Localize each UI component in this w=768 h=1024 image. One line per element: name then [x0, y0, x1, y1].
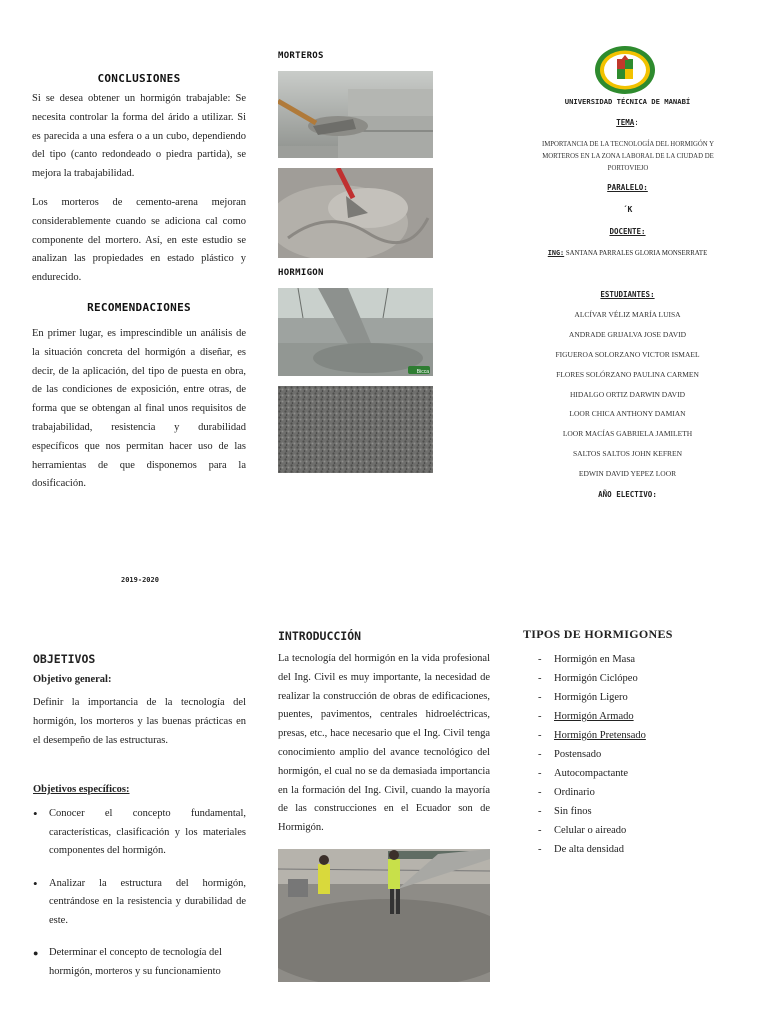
- tema-label: TEMA: [616, 118, 635, 127]
- objetivos-especificos-label: Objetivos específicos:: [33, 784, 130, 795]
- objetivo-general-label: Objetivo general:: [33, 674, 112, 685]
- objetivo-especifico-item: • Conocer el concepto fundamental, características, clasificación y los materiales componentes del hormigón.: [33, 805, 246, 861]
- objetivo-especifico-item: ● Determinar el concepto de tecnología del hormigón, morteros y su funcionamiento: [33, 944, 246, 981]
- concrete-pouring-photo: [278, 288, 433, 376]
- tema-colon: :: [634, 118, 639, 127]
- conclusiones-title: CONCLUSIONES: [97, 72, 181, 85]
- introduccion-title: INTRODUCCIÓN: [278, 629, 362, 643]
- tipo-item: - Autocompactante: [536, 764, 726, 783]
- objetivo-general-text: Definir la importancia de la tecnología del hormigón, los morteros y las buenas prácticas en el desempeño de las estructuras.: [33, 697, 246, 746]
- docente-label: DOCENTE:: [609, 227, 646, 236]
- tipo-item: - Sin finos: [536, 802, 726, 821]
- tema-line: [520, 118, 735, 127]
- tipo-item: - Postensado: [536, 745, 726, 764]
- student-name: EDWIN DAVID YEPEZ LOOR: [578, 469, 677, 479]
- tipo-item[interactable]: - Hormigón Armado: [536, 707, 726, 726]
- tipo-item: - De alta densidad: [536, 840, 726, 859]
- objetivos-title: OBJETIVOS: [33, 652, 96, 666]
- conclusiones-paragraph-1: Si se desea obtener un hormigón trabajable: Se necesita controlar la forma del árido a utilizar. Si es parecida a una esfera o a un cubo, dependiendo del tipo (canto redondeado o piedra partida), se mejora la trabajabilidad.: [32, 93, 246, 180]
- objetivo-especifico-item: • Analizar la estructura del hormigón, centrándose en la resistencia y durabilidad de este.: [33, 875, 246, 931]
- ing-label: ING:: [547, 249, 565, 257]
- photo-watermark: Bicca: [416, 369, 429, 375]
- students-list: [520, 309, 735, 488]
- objetivos-especificos-list: [33, 805, 246, 995]
- workers-spreading-concrete-photo: [278, 849, 490, 982]
- paralelo-label: PARALELO:: [607, 183, 648, 192]
- morteros-label: MORTEROS: [278, 51, 324, 61]
- docente-line: [510, 249, 745, 257]
- student-name: LOOR MACÍAS GABRIELA JAMILETH: [562, 429, 693, 439]
- student-name: FIGUEROA SOLORZANO VICTOR ISMAEL: [555, 349, 700, 359]
- year-label: 2019-2020: [121, 576, 159, 584]
- student-name: HIDALGO ORTIZ DARWIN DAVID: [569, 389, 686, 399]
- recomendaciones-paragraph: En primer lugar, es imprescindible un análisis de la situación concreta del hormigón a diseñar, es decir, de la aplicación, del tipo de puesta en obra, de las condiciones de exposición, entre otras, de forma que se obtengan al final unos requisitos de trabajabilidad, resistencia y durabilidad específicos que nos permitan hacer uso de las herramientas de que disponemos para la dosificación.: [32, 328, 246, 490]
- conclusiones-paragraph-2: Los morteros de cemento-arena mejoran considerablemente cuando se adiciona cal como componente del mortero. Así, en este estudio se analizan las propiedades en estado plástico y endurecido.: [32, 197, 246, 284]
- anio-electivo-label: AÑO ELECTIVO:: [598, 490, 657, 499]
- tipo-item: - Celular o aireado: [536, 821, 726, 840]
- mortar-trowel-photo: [278, 71, 433, 158]
- student-name: ALCÍVAR VÉLIZ MARÍA LUISA: [574, 310, 681, 319]
- tipo-item: - Hormigón Ligero: [536, 688, 726, 707]
- tipo-item[interactable]: - Hormigón Pretensado: [536, 726, 726, 745]
- hormigon-label: HORMIGON: [278, 268, 324, 278]
- tipos-title: TIPOS DE HORMIGONES: [523, 627, 673, 641]
- introduccion-text: La tecnología del hormigón en la vida profesional del Ing. Civil es muy importante, la necesidad de realizar la construcción de obras de edificaciones, puentes, pavimentos, centrales hidroeléctricas, presas, etc., hace necesario que el Ing. Civil tenga conocimiento amplio del avance tecnológico del hormigón, el cual no se da demasiada importancia en la formación del Ing. Civil, cuando la mayoría de las construcciones en el Ecuador son de Hormigón.: [278, 653, 490, 834]
- tipo-item: - Hormigón Ciclópeo: [536, 669, 726, 688]
- mortar-mixing-photo: [278, 168, 433, 258]
- docente-name: SANTANA PARRALES GLORIA MONSERRATE: [564, 250, 708, 257]
- student-name: FLORES SOLÓRZANO PAULINA CARMEN: [556, 369, 699, 379]
- recomendaciones-title: RECOMENDACIONES: [87, 301, 191, 314]
- university-name: UNIVERSIDAD TÉCNICA DE MANABÍ: [564, 97, 691, 106]
- tema-text: IMPORTANCIA DE LA TECNOLOGÍA DEL HORMIGÓN Y MORTEROS EN LA ZONA LABORAL DE LA CIUDAD DE PORTOVIEJO: [541, 141, 715, 172]
- tipo-item: - Hormigón en Masa: [536, 650, 726, 669]
- student-name: SALTOS SALTOS JOHN KEFREN: [573, 449, 682, 459]
- tipo-item: - Ordinario: [536, 783, 726, 802]
- university-logo: [594, 45, 656, 95]
- student-name: LOOR CHICA ANTHONY DAMIAN: [569, 409, 686, 419]
- estudiantes-label: ESTUDIANTES:: [600, 290, 655, 299]
- paralelo-value: ´K: [622, 205, 633, 214]
- student-name: ANDRADE GRIJALVA JOSE DAVID: [568, 329, 687, 339]
- tipos-list: [536, 650, 726, 859]
- aggregate-texture-photo: [278, 386, 433, 473]
